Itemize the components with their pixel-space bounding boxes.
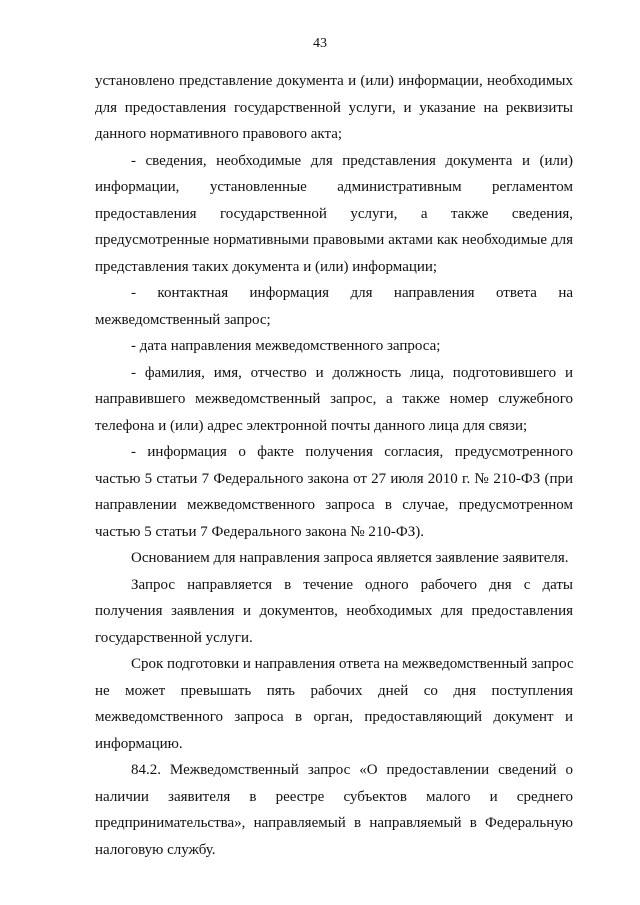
text-line: направившего межведомственный запрос, а также номер служебного [95, 391, 573, 407]
text-line: Основанием для направления запроса является заявление заявителя. [131, 550, 569, 566]
text-line: для предоставления государственной услуги, и указание на реквизиты [95, 99, 573, 116]
text-line: данного нормативного правового акта; [95, 126, 343, 142]
paragraph [95, 148, 573, 281]
text-line: частью 5 статьи 7 Федерального закона № 210-ФЗ). [95, 523, 425, 540]
text-line: частью 5 статьи 7 Федерального закона от 27 июля 2010 г. № 210-ФЗ (при [95, 470, 573, 487]
paragraph [95, 439, 573, 545]
paragraph [95, 545, 573, 572]
text-line: межведомственный запрос; [95, 311, 271, 328]
text-line: Срок подготовки и направления ответа на межведомственный запрос [131, 656, 574, 672]
text-line: информации, установленные административным регламентом [95, 179, 573, 195]
text-line: предпринимательства», направляемый в направляемый в Федеральную [95, 815, 573, 831]
paragraph [95, 651, 573, 757]
text-line: установлено представление документа и (или) информации, необходимых [95, 73, 573, 89]
paragraph [95, 757, 573, 863]
text-line: - дата направления межведомственного запроса; [131, 338, 441, 354]
paragraph [95, 68, 573, 148]
text-line: Запрос направляется в течение одного рабочего дня с даты [131, 576, 573, 593]
text-line: 84.2. Межведомственный запрос «О предоставлении сведений о [131, 762, 573, 778]
text-line: - контактная информация для направления ответа на [131, 285, 573, 301]
text-line: наличии заявителя в реестре субъектов малого и среднего [95, 788, 573, 805]
paragraph [95, 333, 573, 360]
text-line: не может превышать пять рабочих дней со дня поступления [95, 682, 573, 699]
document-body [95, 68, 573, 863]
text-line: предоставления государственной услуги, а также сведения, [95, 205, 573, 222]
text-line: - сведения, необходимые для представления документа и (или) [131, 152, 573, 169]
text-line: - информация о факте получения согласия, предусмотренного [131, 444, 573, 460]
paragraph [95, 360, 573, 440]
text-line: информацию. [95, 735, 183, 752]
text-line: межведомственного запроса в орган, предоставляющий документ и [95, 709, 573, 725]
text-line: налоговую службу. [95, 841, 216, 858]
text-line: государственной услуги. [95, 629, 253, 646]
text-line: направлении межведомственного запроса в случае, предусмотренном [95, 497, 573, 513]
text-line: - фамилия, имя, отчество и должность лица, подготовившего и [131, 364, 573, 381]
text-line: предусмотренные нормативными правовыми актами как необходимые для [95, 232, 573, 248]
page-number: 43 [313, 36, 327, 51]
paragraph [95, 572, 573, 652]
paragraph [95, 280, 573, 333]
text-line: представления таких документа и (или) информации; [95, 258, 438, 275]
text-line: телефона и (или) адрес электронной почты данного лица для связи; [95, 417, 528, 434]
text-line: получения заявления и документов, необходимых для предоставления [95, 603, 573, 619]
